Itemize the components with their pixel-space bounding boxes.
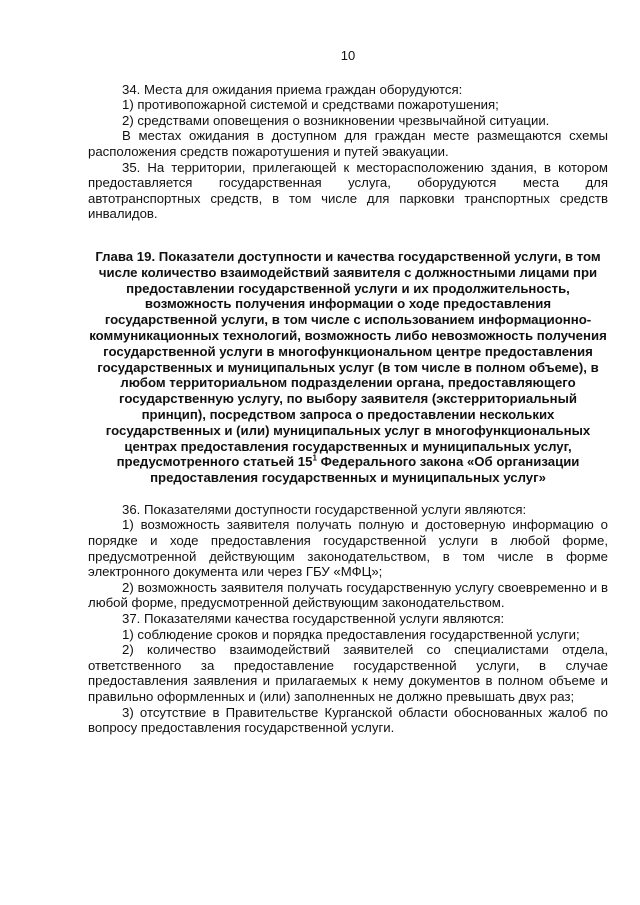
paragraph-36-item-2: 2) возможность заявителя получать государственную услугу своевременно и в любой форме, предусмотренной действующим законодательством.	[88, 579, 608, 611]
heading-superscript: 1	[312, 453, 317, 463]
paragraph-37-intro: 37. Показателями качества государственной услуги являются:	[122, 611, 505, 627]
section-gap	[88, 222, 608, 235]
paragraph-37-item-2: 2) количество взаимодействий заявителей со специалистами отдела, ответственного за предоставление государственной услуги, в случае предоставления заявления и прилагаемых к нему документов в полном объеме и правильно оформленных и (или) заполненных не должно превышать двух раз;	[88, 642, 608, 705]
paragraph-34-intro: 34. Места для ожидания приема граждан оборудуются:	[122, 81, 463, 97]
document-page	[88, 48, 608, 736]
heading-text-after-superscript: Федерального закона «Об организации предоставления государственных и муниципальных услуг»	[150, 454, 580, 486]
paragraph-37-item-3: 3) отсутствие в Правительстве Курганской области обоснованных жалоб по вопросу предоставления государственной услуги.	[88, 704, 608, 736]
paragraph-34-schemes: В местах ожидания в доступном для граждан месте размещаются схемы расположения средств пожаротушения и путей эвакуации.	[88, 128, 608, 159]
paragraph-34-item-1: 1) противопожарной системой и средствами пожаротушения;	[122, 97, 499, 113]
chapter-19-heading	[88, 249, 608, 486]
page-number: 10	[340, 48, 356, 63]
paragraph-34-item-2: 2) средствами оповещения о возникновении чрезвычайной ситуации.	[122, 112, 550, 128]
heading-text-before-superscript: Глава 19. Показатели доступности и качества государственной услуги, в том числе количество взаимодействий заявителя с должностными лицами при предоставлении государственной услуги и их продолжительность, возможность получения информации о ходе предоставления государственной услуги, в том числе с использованием информационно-коммуникационных технологий, возможность либо невозможность получения государственной услуги в многофункциональном центре предоставления государственных и муниципальных услуг (в том числе в полном объеме), в любом территориальном подразделении органа, предоставляющего государственную услугу, по выбору заявителя (экстерриториальный принцип), посредством запроса о предоставлении нескольких государственных и (или) муниципальных услуг в многофункциональных центрах предоставления государственных и муниципальных услуг, предусмотренного статьей 15	[89, 248, 607, 470]
paragraph-36-item-1: 1) возможность заявителя получать полную и достоверную информацию о порядке и ходе предоставления государственной услуги в любой форме, предусмотренной действующим законодательством, в том числе в форме электронного документа или через ГБУ «МФЦ»;	[88, 517, 608, 580]
paragraph-37-item-1: 1) соблюдение сроков и порядка предоставления государственной услуги;	[122, 626, 580, 642]
paragraph-35: 35. На территории, прилегающей к месторасположению здания, в котором предоставляется государственная услуга, оборудуются места для автотранспортных средств, в том числе для парковки транспортных средств инвалидов.	[88, 159, 608, 222]
paragraph-36-intro: 36. Показателями доступности государственной услуги являются:	[122, 501, 527, 517]
